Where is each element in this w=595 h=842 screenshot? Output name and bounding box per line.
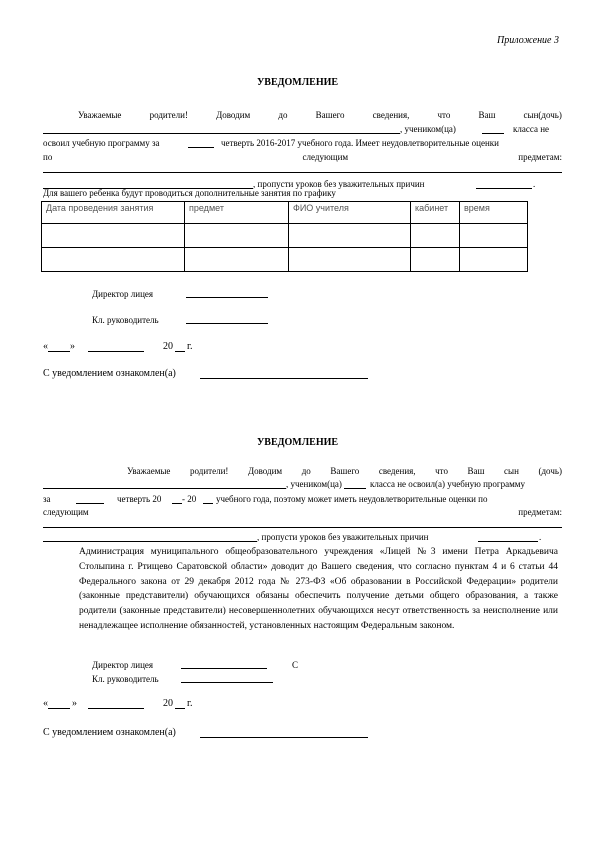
notice1-date-close: »: [70, 341, 75, 352]
table-cell[interactable]: [411, 224, 460, 248]
notice2-director-suffix: С: [292, 660, 299, 670]
notice2-director-label: Директор лицея: [92, 660, 154, 670]
notice2-absences-period: .: [539, 532, 542, 542]
table-header-time: время: [460, 202, 528, 224]
notice2-absences-field[interactable]: [478, 541, 538, 542]
notice2-date-month-field[interactable]: [88, 708, 144, 709]
notice1-schedule-label: Для вашего ребенка будут проводиться дополнительные занятия по графику: [43, 188, 336, 198]
appendix-label: Приложение 3: [497, 35, 559, 46]
notice1-absences-period: .: [533, 179, 536, 189]
table-cell[interactable]: [185, 224, 289, 248]
table-cell[interactable]: [185, 248, 289, 272]
notice1-date-day-field[interactable]: [48, 351, 70, 352]
notice2-line3-rest: учебного года, поэтому может иметь неудовлетворительные оценки по: [216, 494, 488, 504]
notice1-date-year: 20: [163, 341, 173, 352]
table-row[interactable]: [42, 248, 528, 272]
notice2-date-close: »: [72, 698, 77, 709]
notice1-date-suffix: г.: [187, 341, 193, 352]
notice2-quarter-field[interactable]: [76, 503, 104, 504]
notice2-date-suffix: г.: [187, 698, 193, 709]
notice2-title: УВЕДОМЛЕНИЕ: [256, 437, 339, 448]
notice1-ack-signature-field[interactable]: [200, 378, 368, 379]
notice2-paragraph-text: Администрация муниципального общеобразовательного учреждения «Лицей №3 имени Петра Аркадьевича Столыпина г. Ртищево Саратовской области» доводит до Вашего сведения, что согласно пунктам 4 и 6 статьи 44 Федерального закона от 29 декабря 2012 года № 273-ФЗ «Об образовании в Российской Федерации» родители (законные представители) обучающихся обязаны обеспечить получение детьми общего образования, а также родители (законные представители) несовершеннолетних обучающихся несут ответственность за неисполнение или ненадлежащее исполнение обязанностей, установленных настоящим Федеральным законом.: [79, 547, 558, 631]
notice2-date-year-field[interactable]: [175, 708, 185, 709]
notice1-quarter-field[interactable]: [188, 147, 214, 148]
table-cell[interactable]: [460, 248, 528, 272]
notice2-date-year: 20: [163, 698, 173, 709]
notice2-line4: следующим предметам:: [43, 507, 562, 517]
notice1-class-teacher-label: Кл. руководитель: [92, 315, 159, 325]
notice2-line1: Уважаемые родители! Доводим до Вашего сведения, что Ваш сын (дочь): [127, 466, 562, 476]
notice2-date-open: «: [43, 698, 48, 709]
notice2-year2-field[interactable]: [203, 503, 213, 504]
table-header-subject: предмет: [185, 202, 289, 224]
notice2-legal-paragraph: [43, 545, 558, 634]
notice1-class-field[interactable]: [482, 133, 504, 134]
notice2-line3-za: за: [43, 494, 51, 504]
notice2-subjects-field-2[interactable]: [43, 541, 257, 542]
table-cell[interactable]: [42, 224, 185, 248]
notice1-line4: по следующим предметам:: [43, 152, 562, 162]
notice2-line3-dash: - 20: [182, 494, 197, 504]
notice1-quarter-text: четверть 2016-2017 учебного года. Имеет неудовлетворительные оценки: [221, 138, 499, 148]
notice1-date-year-field[interactable]: [175, 351, 185, 352]
table-cell[interactable]: [411, 248, 460, 272]
notice1-student-name-field[interactable]: [43, 133, 400, 134]
notice2-ack-label: С уведомлением ознакомлен(а): [43, 727, 176, 738]
notice2-line3-quarter: четверть 20: [117, 494, 162, 504]
notice1-subjects-field[interactable]: [43, 172, 562, 173]
notice2-director-signature-field[interactable]: [181, 668, 267, 669]
table-header-row: [42, 202, 528, 224]
notice1-class-label: класса не: [513, 124, 550, 134]
table-header-room: кабинет: [411, 202, 460, 224]
notice1-director-label: Директор лицея: [92, 289, 154, 299]
table-header-teacher: ФИО учителя: [289, 202, 411, 224]
table-header-date: Дата проведения занятия: [42, 202, 185, 224]
notice2-date-day-field[interactable]: [48, 708, 70, 709]
notice1-absences-label: , пропусти уроков без уважительных причин: [253, 179, 425, 189]
notice2-ack-signature-field[interactable]: [200, 737, 368, 738]
table-cell[interactable]: [42, 248, 185, 272]
notice2-class-teacher-label: Кл. руководитель: [92, 674, 159, 684]
notice1-title: УВЕДОМЛЕНИЕ: [256, 77, 339, 88]
notice1-class-teacher-signature-field[interactable]: [186, 323, 268, 324]
notice2-class-teacher-signature-field[interactable]: [181, 682, 273, 683]
notice2-subjects-field[interactable]: [43, 527, 562, 528]
notice1-ack-label: С уведомлением ознакомлен(а): [43, 368, 176, 379]
notice2-absences-label: , пропусти уроков без уважительных причин: [257, 532, 429, 542]
notice1-student-label: , учеником(ца): [400, 124, 456, 134]
table-cell[interactable]: [289, 248, 411, 272]
notice2-student-label: , учеником(ца): [286, 479, 342, 489]
table-cell[interactable]: [289, 224, 411, 248]
notice1-line1: Уважаемые родители! Доводим до Вашего сведения, что Ваш сын(дочь): [78, 110, 562, 120]
notice2-student-name-field[interactable]: [43, 488, 286, 489]
notice2-class-label: класса не освоил(а) учебную программу: [370, 479, 525, 489]
notice1-date-open: «: [43, 341, 48, 352]
notice1-absences-field[interactable]: [476, 188, 532, 189]
notice2-class-field[interactable]: [344, 488, 366, 489]
notice1-director-signature-field[interactable]: [186, 297, 268, 298]
notice1-date-month-field[interactable]: [88, 351, 144, 352]
table-cell[interactable]: [460, 224, 528, 248]
notice1-schedule-table: [41, 201, 528, 272]
notice2-year1-field[interactable]: [172, 503, 182, 504]
table-row[interactable]: [42, 224, 528, 248]
notice1-program-label: освоил учебную программу за: [43, 138, 160, 148]
